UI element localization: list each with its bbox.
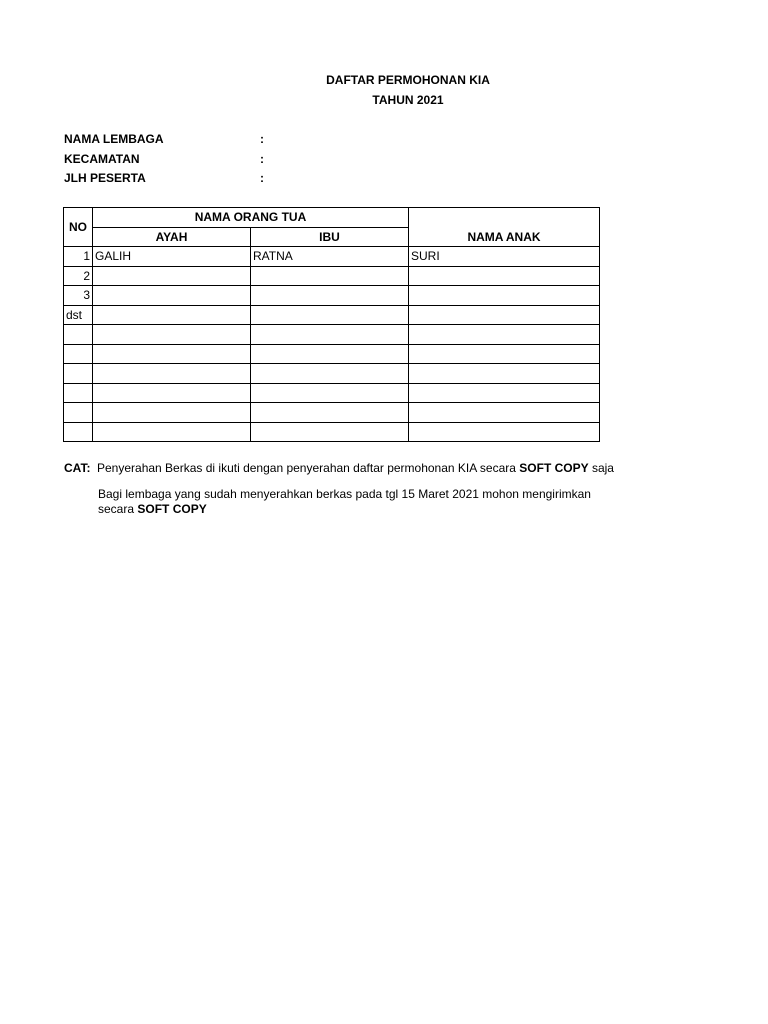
cell-child[interactable] [409, 305, 600, 325]
note-submitted-line1: Bagi lembaga yang sudah menyerahkan berkas pada tgl 15 Maret 2021 mohon mengirimkan [98, 487, 591, 501]
table-row [64, 364, 600, 384]
cell-no[interactable] [64, 364, 93, 384]
header-parents: NAMA ORANG TUA [93, 208, 409, 228]
info-label-peserta: JLH PESERTA [64, 171, 146, 185]
cell-mother[interactable]: RATNA [251, 247, 409, 267]
cell-mother[interactable] [251, 344, 409, 364]
applicant-table [63, 207, 600, 442]
table-row [64, 305, 600, 325]
table-row [64, 247, 600, 267]
table-row [64, 286, 600, 306]
note1-text: Penyerahan Berkas di ikuti dengan penyerahan daftar permohonan KIA secara [97, 461, 520, 475]
cell-father[interactable] [93, 383, 251, 403]
cell-child[interactable] [409, 364, 600, 384]
cell-mother[interactable] [251, 364, 409, 384]
info-label-kecamatan: KECAMATAN [64, 152, 140, 166]
info-colon-kecamatan: : [260, 152, 264, 166]
cell-no[interactable]: dst [64, 305, 93, 325]
cell-mother[interactable] [251, 286, 409, 306]
info-colon-lembaga: : [260, 132, 264, 146]
document-subtitle-year: TAHUN 2021 [372, 93, 444, 107]
cell-mother[interactable] [251, 305, 409, 325]
info-colon-peserta: : [260, 171, 264, 185]
cell-father[interactable] [93, 422, 251, 442]
cell-mother[interactable] [251, 325, 409, 345]
note-cat-label: CAT: [64, 461, 91, 475]
cell-father[interactable] [93, 325, 251, 345]
cell-mother[interactable] [251, 422, 409, 442]
table-row [64, 266, 600, 286]
table-row [64, 325, 600, 345]
cell-no[interactable]: 1 [64, 247, 93, 267]
table-row [64, 344, 600, 364]
cell-no[interactable]: 3 [64, 286, 93, 306]
cell-no[interactable] [64, 403, 93, 423]
note-submitted-line2 [98, 502, 207, 516]
cell-father[interactable] [93, 344, 251, 364]
note2-text: secara [98, 502, 138, 516]
cell-mother[interactable] [251, 383, 409, 403]
note2-softcopy: SOFT COPY [137, 502, 207, 516]
cell-child[interactable] [409, 344, 600, 364]
cell-child[interactable] [409, 403, 600, 423]
note1-softcopy: SOFT COPY [519, 461, 589, 475]
cell-father[interactable]: GALIH [93, 247, 251, 267]
cell-no[interactable] [64, 325, 93, 345]
cell-child[interactable]: SURI [409, 247, 600, 267]
note-softcopy-instruction [97, 461, 619, 475]
cell-father[interactable] [93, 403, 251, 423]
header-no: NO [64, 208, 93, 247]
cell-child[interactable] [409, 422, 600, 442]
cell-father[interactable] [93, 266, 251, 286]
header-mother: IBU [251, 227, 409, 247]
cell-no[interactable] [64, 422, 93, 442]
cell-father[interactable] [93, 286, 251, 306]
cell-no[interactable]: 2 [64, 266, 93, 286]
table-header-row [64, 208, 600, 228]
cell-child[interactable] [409, 325, 600, 345]
cell-no[interactable] [64, 344, 93, 364]
header-child: NAMA ANAK [409, 208, 600, 247]
cell-child[interactable] [409, 286, 600, 306]
table-row [64, 403, 600, 423]
cell-mother[interactable] [251, 266, 409, 286]
cell-father[interactable] [93, 364, 251, 384]
table-row [64, 383, 600, 403]
info-label-lembaga: NAMA LEMBAGA [64, 132, 164, 146]
document-title: DAFTAR PERMOHONAN KIA [326, 73, 490, 87]
cell-child[interactable] [409, 266, 600, 286]
cell-father[interactable] [93, 305, 251, 325]
cell-no[interactable] [64, 383, 93, 403]
cell-child[interactable] [409, 383, 600, 403]
note1-tail: saja [588, 461, 614, 475]
header-father: AYAH [93, 227, 251, 247]
table-row [64, 422, 600, 442]
cell-mother[interactable] [251, 403, 409, 423]
